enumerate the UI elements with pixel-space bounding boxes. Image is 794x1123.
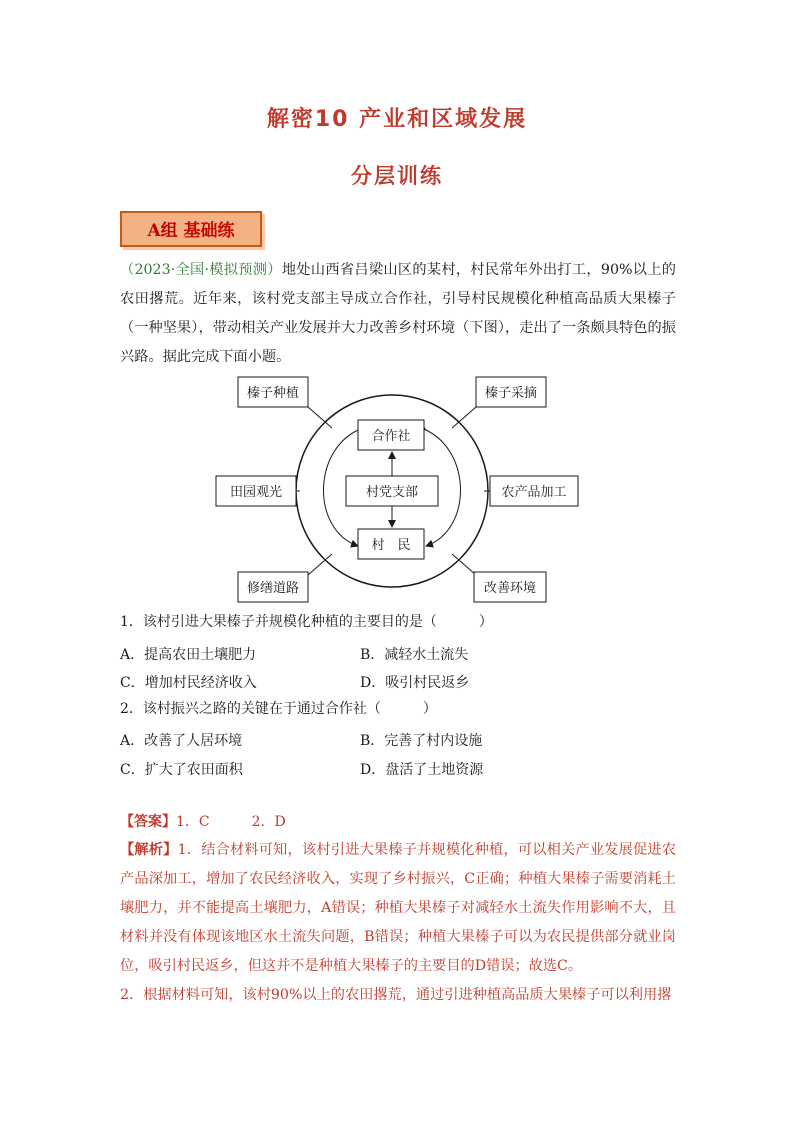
box-villagers <box>358 529 424 559</box>
intro-paragraph <box>120 256 676 372</box>
connector-line <box>452 554 476 575</box>
question-source: （2023·全国·模拟预测） <box>120 262 282 278</box>
box-rural-tourism <box>216 476 296 506</box>
analysis-paragraph-2: 2．根据材料可知，该村90%以上的农田撂荒，通过引进种植高品质大果榛子可以利用撂 <box>120 987 672 1003</box>
question-2-option-b[interactable]: B．完善了村内设施 <box>360 733 483 749</box>
question-2-option-a[interactable]: A．改善了人居环境 <box>120 733 243 749</box>
answer-line <box>120 811 286 831</box>
box-hazel-picking <box>476 377 546 407</box>
svg-text:农产品加工: 农产品加工 <box>501 485 567 500</box>
village-diagram <box>200 370 600 610</box>
page-subtitle: 分层训练 <box>351 164 443 188</box>
svg-text:榛子种植: 榛子种植 <box>246 386 300 401</box>
box-party-branch <box>346 476 438 506</box>
intro-text: 地处山西省吕梁山区的某村，村民常年外出打工，90%以上的农田撂荒。近年来，该村党支部主导成立合作社，引导村民规模化种植高品质大果榛子（一种坚果），带动相关产业发展并大力改善乡村环境（下图），走出了一条颇具特色的振兴路。据此完成下面小题。 <box>120 262 676 365</box>
answer-text: 1．C 2．D <box>176 814 286 830</box>
box-road-repair <box>238 572 308 602</box>
connector-line <box>452 407 476 428</box>
analysis-block <box>120 836 676 1010</box>
svg-text:村党支部: 村党支部 <box>365 485 419 500</box>
question-1-option-c[interactable]: C．增加村民经济收入 <box>120 675 257 691</box>
svg-text:田园观光: 田园观光 <box>229 485 283 500</box>
question-1-option-d[interactable]: D．吸引村民返乡 <box>360 675 470 691</box>
svg-text:改善环境: 改善环境 <box>483 581 537 596</box>
box-improve-environment <box>474 572 546 602</box>
analysis-text-1: 1．结合材料可知，该村引进大果榛子并规模化种植，可以相关产业发展促进农产品深加工，增加了农民经济收入，实现了乡村振兴，C正确；种植大果榛子需要消耗土壤肥力，并不能提高土壤肥力，A错误；种植大果榛子对减轻水土流失作用影响不大，且材料并没有体现该地区水土流失问题，B错误；种植大果榛子可以为农民提供部分就业岗位，吸引村民返乡，但这并不是种植大果榛子的主要目的D错误；故选C。 <box>120 842 676 974</box>
group-label: A组 基础练 <box>120 211 262 247</box>
svg-text:榛子采摘: 榛子采摘 <box>484 386 538 401</box>
box-hazel-planting <box>238 377 308 407</box>
question-1-option-a[interactable]: A．提高农田土壤肥力 <box>120 647 257 663</box>
box-cooperative <box>358 420 424 450</box>
question-2-stem: 2．该村振兴之路的关键在于通过合作社（ ） <box>120 701 437 717</box>
question-2-option-d[interactable]: D．盘活了土地资源 <box>360 762 484 778</box>
connector-line <box>308 554 332 575</box>
answer-label: 【答案】 <box>120 814 176 830</box>
analysis-label: 【解析】 <box>120 842 178 858</box>
page-title: 解密10 产业和区域发展 <box>266 107 528 132</box>
question-1-stem: 1．该村引进大果榛子并规模化种植的主要目的是（ ） <box>120 614 493 630</box>
svg-text:村 民: 村 民 <box>371 538 411 553</box>
svg-text:修缮道路: 修缮道路 <box>246 581 300 596</box>
analysis-paragraph-1 <box>120 836 676 981</box>
box-agri-processing <box>490 476 578 506</box>
connector-line <box>308 407 332 428</box>
question-2-option-c[interactable]: C．扩大了农田面积 <box>120 762 243 778</box>
question-1-option-b[interactable]: B．减轻水土流失 <box>360 647 469 663</box>
svg-text:合作社: 合作社 <box>371 429 411 444</box>
